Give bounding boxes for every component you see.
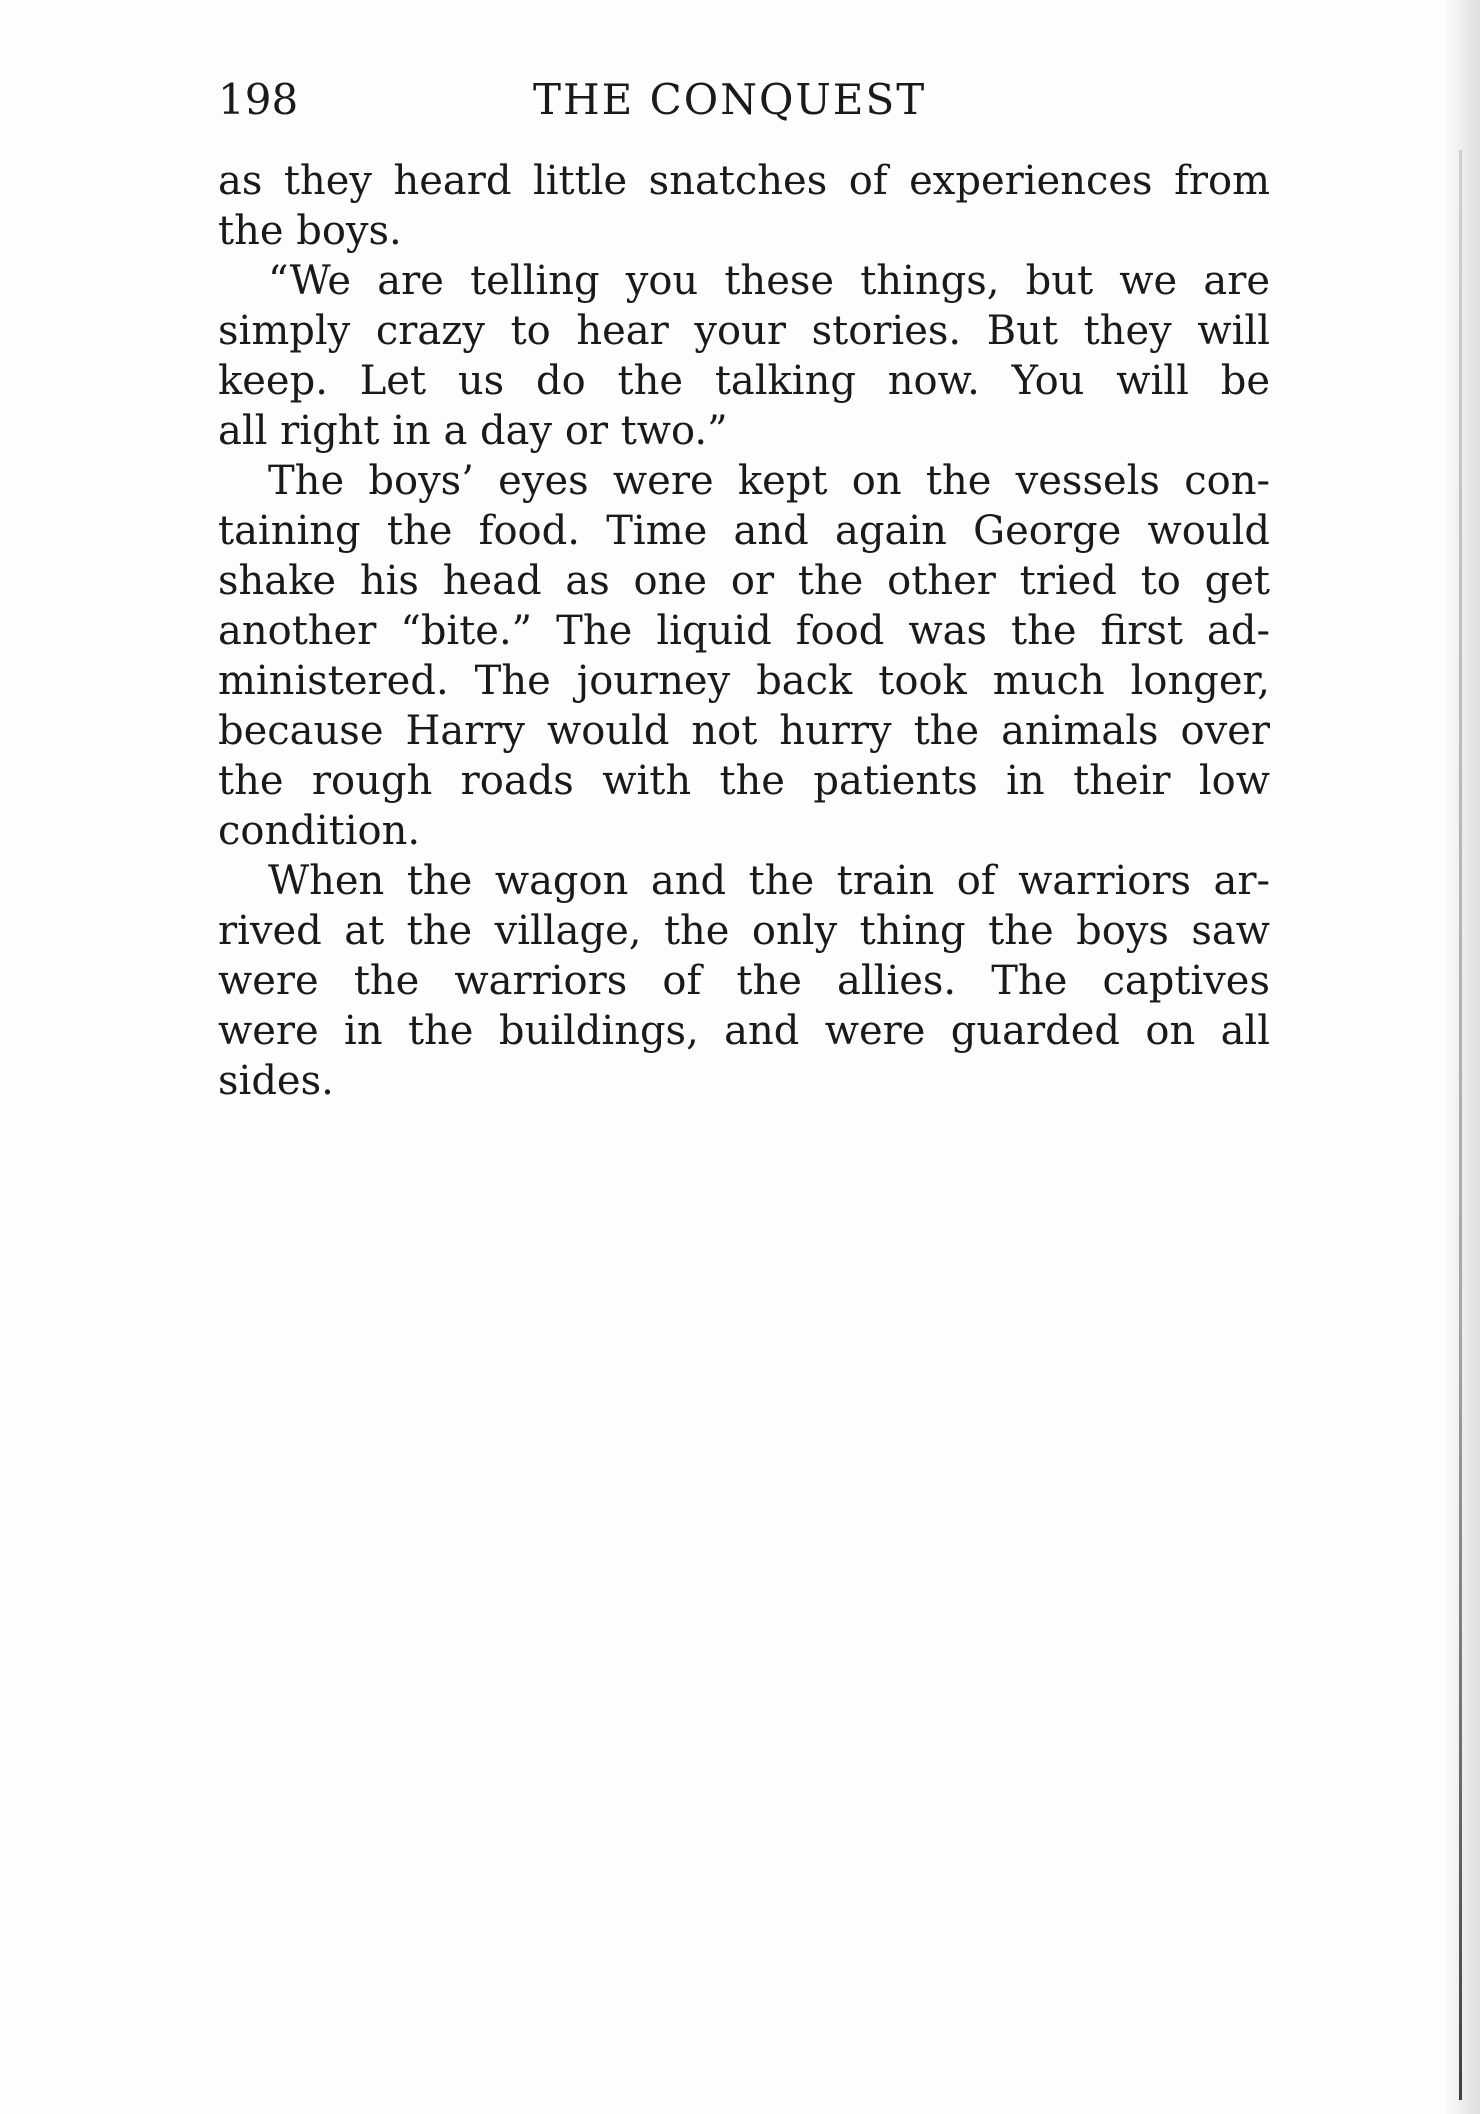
page-number: 198 (218, 75, 299, 124)
text-line: sides. (218, 1058, 334, 1104)
running-head: THE CONQUEST (533, 75, 927, 124)
text-line: condition. (218, 808, 421, 854)
text-line: keep. Let us do the talking now. You will be (218, 358, 1270, 404)
text-line: as they heard little snatches of experiences from (218, 158, 1270, 204)
text-line: the rough roads with the patients in their low (218, 758, 1270, 804)
text-line: rived at the village, the only thing the boys saw (218, 908, 1270, 954)
text-line: taining the food. Time and again George would (218, 508, 1270, 554)
text-line: all right in a day or two.” (218, 408, 728, 454)
text-line: ministered. The journey back took much longer, (218, 658, 1270, 704)
page-edge-shadow (1444, 0, 1480, 2114)
text-line: “We are telling you these things, but we are (268, 258, 1270, 304)
text-line: simply crazy to hear your stories. But they will (218, 308, 1270, 354)
text-line: The boys’ eyes were kept on the vessels con- (268, 458, 1270, 504)
page-binding-edge (1459, 150, 1462, 2100)
text-line: were in the buildings, and were guarded on all (218, 1008, 1270, 1054)
text-line: another “bite.” The liquid food was the first ad- (218, 608, 1270, 654)
text-line: the boys. (218, 208, 402, 254)
text-line: because Harry would not hurry the animals over (218, 708, 1270, 754)
text-line: When the wagon and the train of warriors ar- (268, 858, 1270, 904)
text-line: were the warriors of the allies. The captives (218, 958, 1270, 1004)
body-text (218, 156, 1270, 1106)
text-line: shake his head as one or the other tried to get (218, 558, 1270, 604)
page-header (218, 70, 1268, 130)
